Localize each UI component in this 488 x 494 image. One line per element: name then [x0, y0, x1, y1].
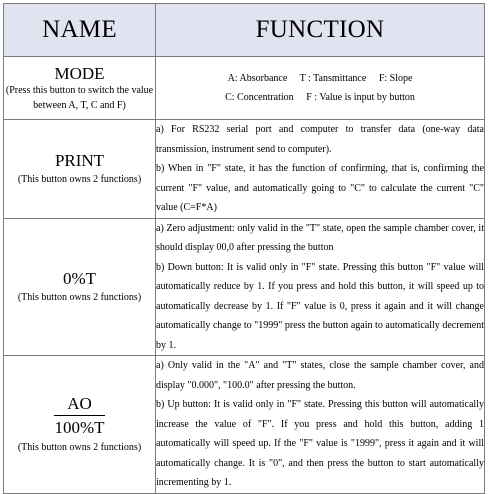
mode-func-c: C: Concentration [225, 92, 294, 103]
ao-function-cell [156, 356, 485, 494]
zero-func-a: a) Zero adjustment: only valid in the "T" state, open the sample chamber cover, it should display 00,0 after pressing the button [156, 222, 484, 253]
zero-func-b: b) Down button: It is valid only in "F" state. Pressing this button "F" value will automatically reduce by 1. If you press and hold this button, it will speed up to automatically decrease by 1. If "F" value is 0, press it again and it will change automatically change to "1999" press the button again to automatically decrement by 1. [156, 261, 484, 351]
ao-name-bottom: 100%T [54, 417, 105, 437]
print-name: PRINT [54, 150, 105, 170]
mode-name-cell [4, 57, 156, 120]
button-function-table [3, 3, 485, 494]
mode-func-f-slope: F: Slope [378, 72, 413, 84]
print-function-cell [156, 120, 485, 219]
zero-name: 0%T [62, 268, 97, 288]
mode-name: MODE [54, 63, 105, 83]
header-row [4, 4, 485, 57]
row-zero [4, 218, 485, 356]
zero-note: (This button owns 2 functions) [17, 291, 142, 303]
ao-func-b: b) Up button: It is valid only in "F" state. Pressing this button will automatically increase the value of "F". If you press and hold this button, adding 1 automatically will speed up. If the "F" value is "1999", press it again and it will automatically change. It is "0", and then press the button to start automatically incrementing by 1. [156, 399, 484, 488]
zero-name-cell [4, 218, 156, 356]
mode-func-f-input: F : Value is input by button [306, 92, 415, 103]
print-func-a: a) For RS232 serial port and computer to transfer data (one-way data transmission, instrument send to computer). [156, 124, 484, 155]
mode-func-a: A: Absorbance [227, 72, 288, 84]
ao-name-cell [4, 356, 156, 494]
mode-func-line1 [156, 69, 484, 89]
print-name-cell [4, 120, 156, 219]
zero-function-cell [156, 218, 485, 356]
mode-func-line2 [156, 88, 484, 108]
print-note: (This button owns 2 functions) [17, 173, 142, 185]
row-print [4, 120, 485, 219]
ao-name-top: AO [54, 394, 104, 416]
ao-func-a: a) Only valid in the "A" and "T" states, close the sample chamber cover, and display "0.000", "100.0" after pressing the button. [156, 360, 484, 391]
ao-note: (This button owns 2 functions) [17, 441, 142, 453]
row-mode [4, 57, 485, 120]
mode-note: (Press this button to switch the value between A, T, C and F) [5, 84, 154, 111]
row-ao [4, 356, 485, 494]
mode-func-t: T : Tansmittance [299, 72, 367, 84]
header-name: NAME [4, 4, 156, 57]
print-func-b: b) When in "F" state, it has the function of confirming, that is, confirming the current "F" value, and automatically going to "C" to calculate the current "C" value (C=F*A) [156, 163, 484, 213]
header-function: FUNCTION [156, 4, 485, 57]
mode-function-cell [156, 57, 485, 120]
ao-name [54, 394, 104, 438]
